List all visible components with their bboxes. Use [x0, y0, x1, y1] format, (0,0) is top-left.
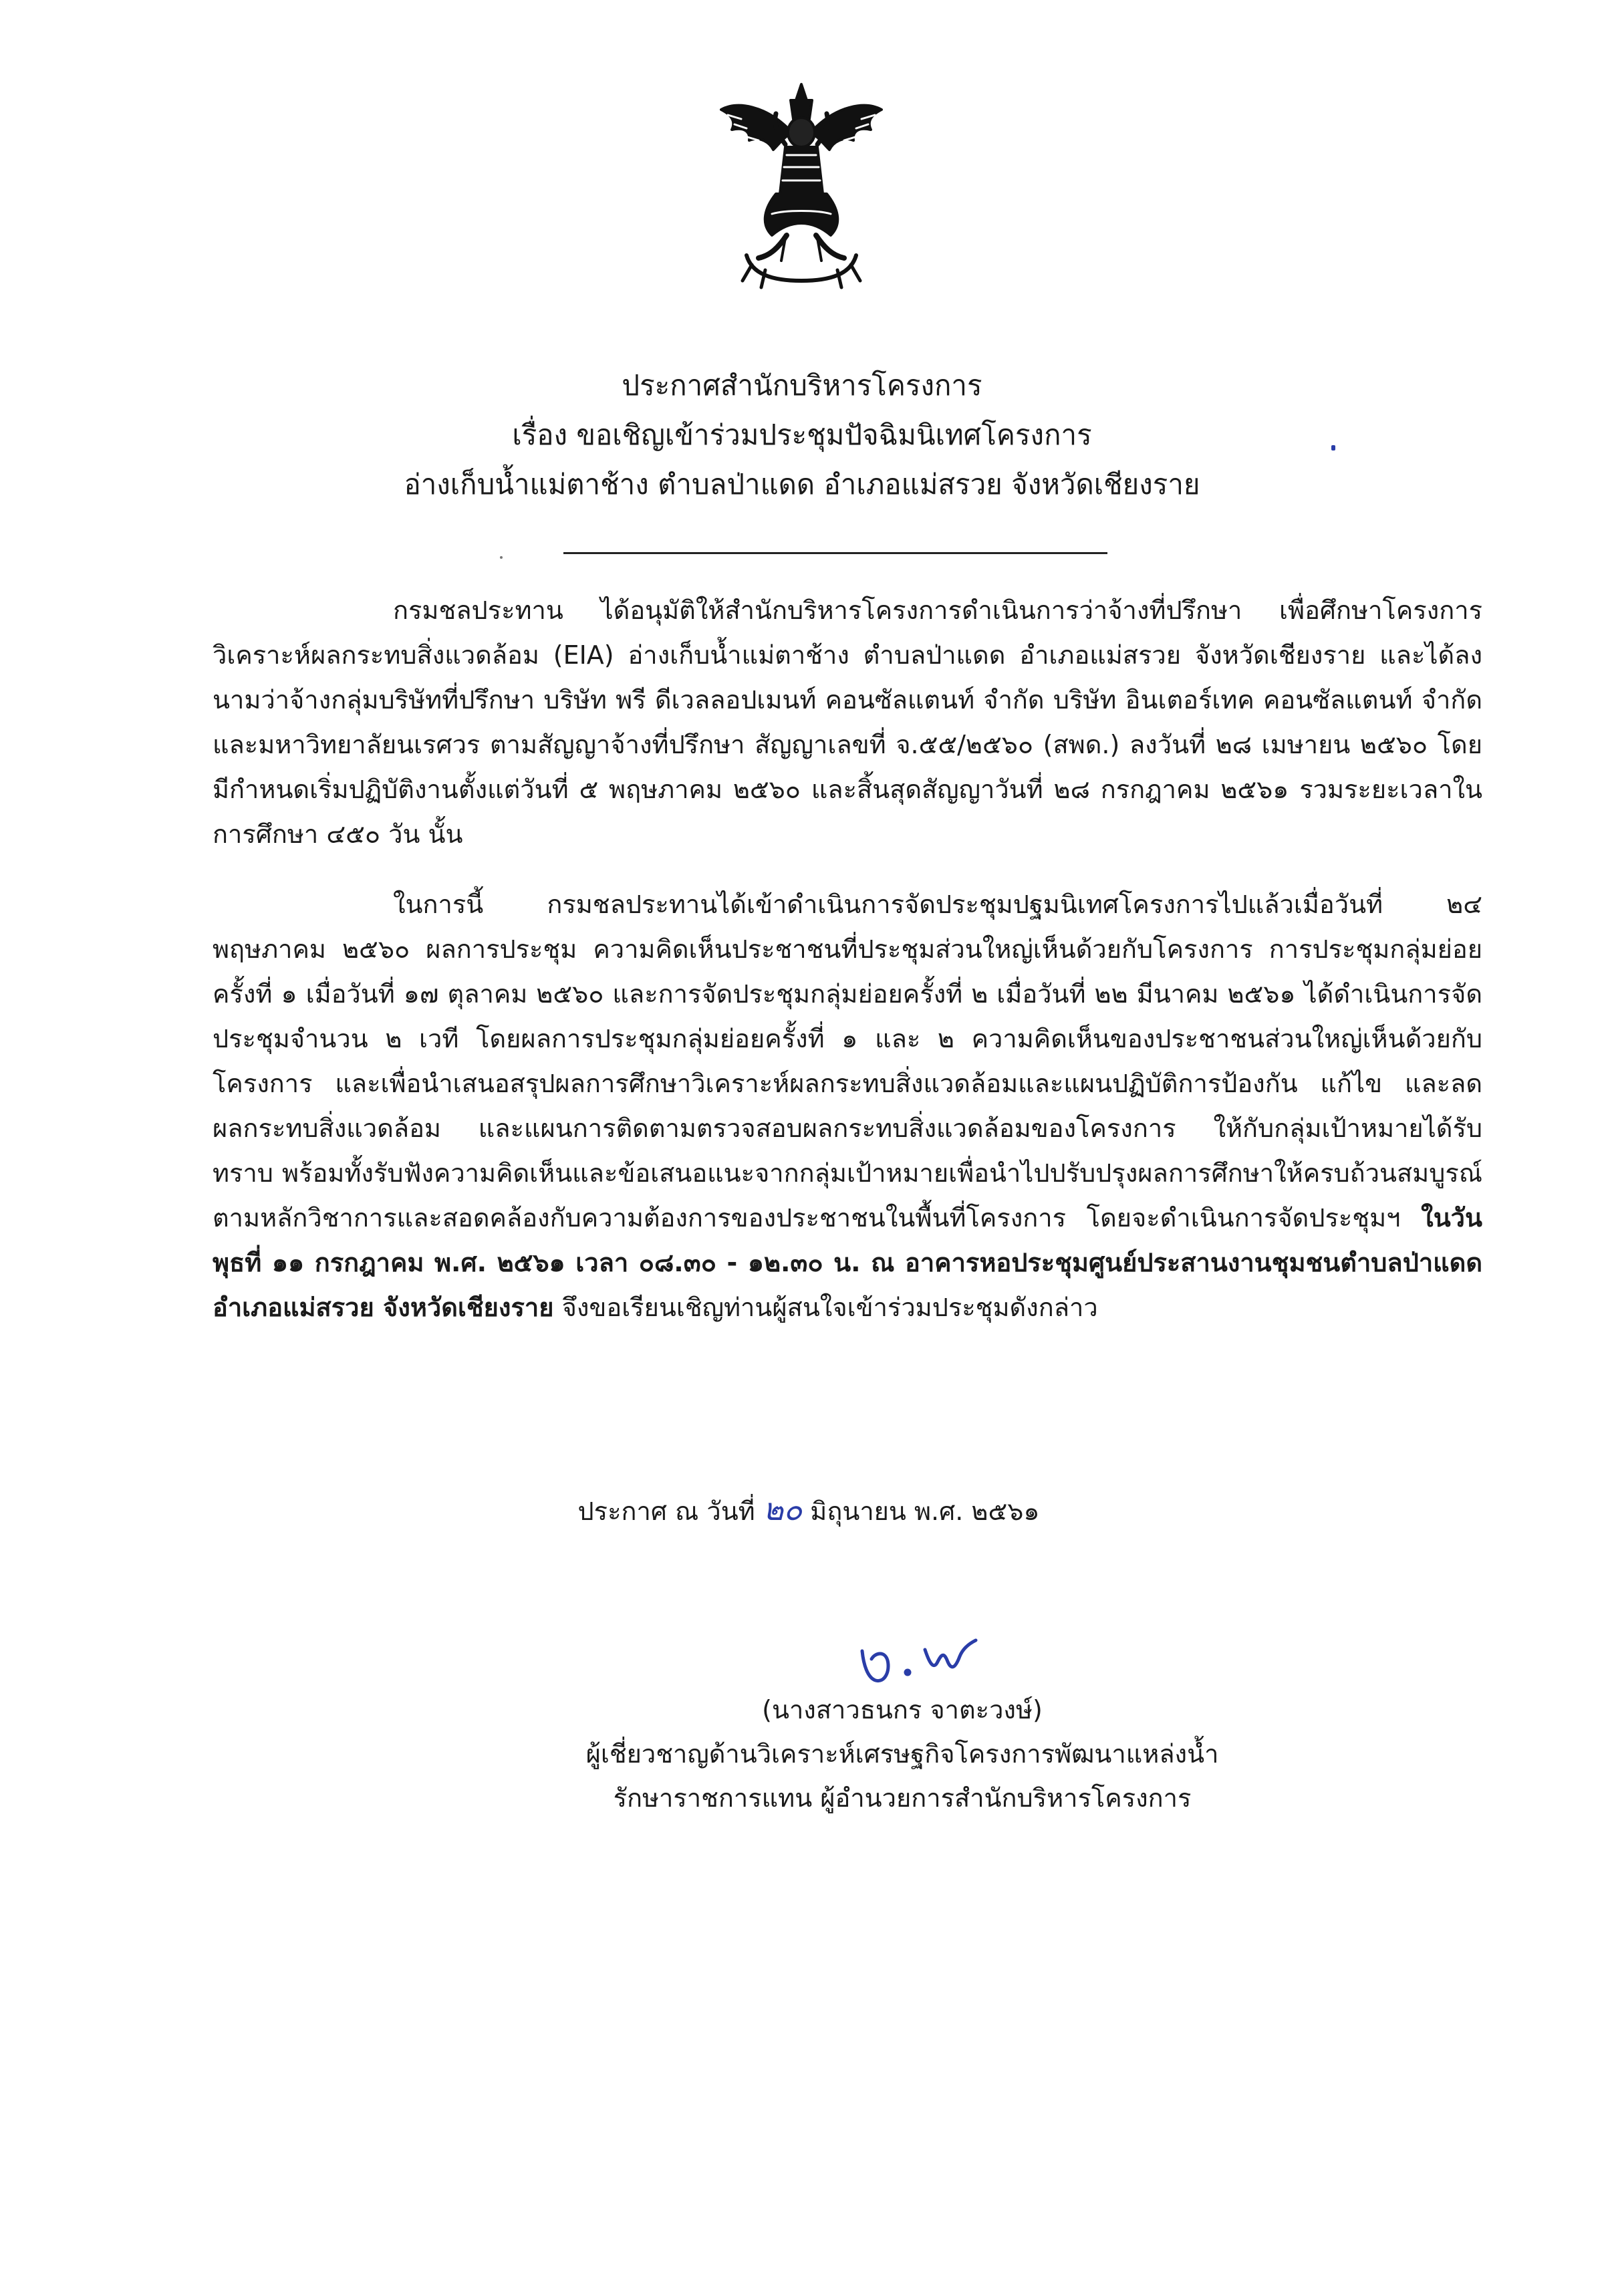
signatory-block	[0, 1688, 1604, 1820]
handwritten-signature	[849, 1624, 996, 1698]
signatory-position-1: ผู้เชี่ยวชาญด้านวิเคราะห์เศรษฐกิจโครงการพัฒนาแหล่งน้ำ	[585, 1739, 1219, 1769]
ink-speck	[1331, 445, 1335, 451]
paragraph-2-closing: จึงขอเรียนเชิญท่านผู้สนใจเข้าร่วมประชุมดังกล่าว	[553, 1293, 1098, 1322]
signatory-name: (นางสาวธนกร จาตะวงษ์)	[762, 1695, 1043, 1725]
meeting-details-bold: ในวันพุธที่ ๑๑ กรกฎาคม พ.ศ. ๒๕๖๑ เวลา ๐๘.๓๐ - ๑๒.๓๐ น. ณ อาคารหอประชุมศูนย์ประสานงานชุมชนตำบลป่าแดด อำเภอแม่สรวย จังหวัดเชียงราย	[213, 1203, 1482, 1322]
heading-line-2: เรื่อง ขอเชิญเข้าร่วมประชุมปัจฉิมนิเทศโครงการ	[512, 418, 1092, 451]
body-paragraph-2	[213, 882, 1482, 1330]
garuda-emblem-icon	[712, 80, 891, 294]
date-suffix: มิถุนายน พ.ศ. ๒๕๖๑	[802, 1497, 1040, 1526]
heading-line-1: ประกาศสำนักบริหารโครงการ	[622, 369, 982, 402]
body-paragraph-1: กรมชลประทาน ได้อนุมัติให้สำนักบริหารโครงการดำเนินการว่าจ้างที่ปรึกษา เพื่อศึกษาโครงการวิเคราะห์ผลกระทบสิ่งแวดล้อม (EIA) อ่างเก็บน้ำแม่ตาช้าง ตำบลป่าแดด อำเภอแม่สรวย จังหวัดเชียงราย และได้ลงนามว่าจ้างกลุ่มบริษัทที่ปรึกษา บริษัท พรี ดีเวลลอปเมนท์ คอนซัลแตนท์ จำกัด บริษัท อินเตอร์เทค คอนซัลแตนท์ จำกัด และมหาวิทยาลัยนเรศวร ตามสัญญาจ้างที่ปรึกษา สัญญาเลขที่ จ.๕๕/๒๕๖๐ (สพด.) ลงวันที่ ๒๘ เมษายน ๒๕๖๐ โดยมีกำหนดเริ่มปฏิบัติงานตั้งแต่วันที่ ๕ พฤษภาคม ๒๕๖๐ และสิ้นสุดสัญญาวันที่ ๒๘ กรกฎาคม ๒๕๖๑ รวมระยะเวลาในการศึกษา ๔๕๐ วัน นั้น	[213, 596, 1482, 849]
ink-speck	[500, 556, 503, 559]
document-body	[213, 588, 1482, 1330]
heading-divider	[563, 552, 1107, 554]
heading-line-3: อ่างเก็บน้ำแม่ตาช้าง ตำบลป่าแดด อำเภอแม่สรวย จังหวัดเชียงราย	[404, 468, 1200, 501]
signatory-position-2: รักษาราชการแทน ผู้อำนวยการสำนักบริหารโครงการ	[613, 1783, 1192, 1813]
paragraph-2-text: ในการนี้ กรมชลประทานได้เข้าดำเนินการจัดประชุมปฐมนิเทศโครงการไปแล้วเมื่อวันที่ ๒๔ พฤษภาคม ๒๕๖๐ ผลการประชุม ความคิดเห็นประชาชนที่ประชุมส่วนใหญ่เห็นด้วยกับโครงการ การประชุมกลุ่มย่อยครั้งที่ ๑ เมื่อวันที่ ๑๗ ตุลาคม ๒๕๖๐ และการจัดประชุมกลุ่มย่อยครั้งที่ ๒ เมื่อวันที่ ๒๒ มีนาคม ๒๕๖๑ ได้ดำเนินการจัดประชุมจำนวน ๒ เวที โดยผลการประชุมกลุ่มย่อยครั้งที่ ๑ และ ๒ ความคิดเห็นของประชาชนส่วนใหญ่เห็นด้วยกับโครงการ และเพื่อนำเสนอสรุปผลการศึกษาวิเคราะห์ผลกระทบสิ่งแวดล้อมและแผนปฏิบัติการป้องกัน แก้ไข และลดผลกระทบสิ่งแวดล้อม และแผนการติดตามตรวจสอบผลกระทบสิ่งแวดล้อมของโครงการ ให้กับกลุ่มเป้าหมายได้รับทราบ พร้อมทั้งรับฟังความคิดเห็นและข้อเสนอแนะจากกลุ่มเป้าหมายเพื่อนำไปปรับปรุงผลการศึกษาให้ครบถ้วนสมบูรณ์ตามหลักวิชาการและสอดคล้องกับความต้องการของประชาชนในพื้นที่โครงการ โดยจะดำเนินการจัดประชุมฯ	[213, 890, 1482, 1233]
document-heading	[0, 361, 1604, 509]
announcement-date-line	[0, 1487, 1604, 1534]
handwritten-day: ๒๐	[763, 1491, 803, 1527]
date-prefix: ประกาศ ณ วันที่	[577, 1497, 763, 1526]
